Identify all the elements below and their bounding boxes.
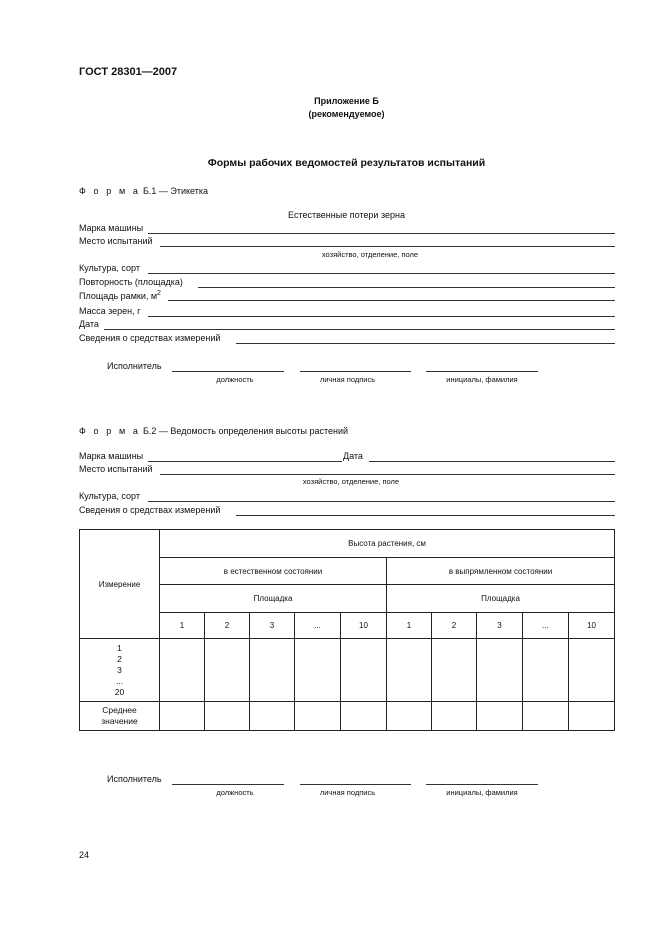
form1-field-area-label: Площадь рамки, м [79, 291, 158, 301]
form2-line-crop[interactable] [148, 501, 615, 502]
natural-state-header: в естественном состоянии [160, 558, 387, 585]
form2-field-instruments: Сведения о средствах измерений [79, 505, 221, 515]
avg-cell[interactable] [160, 702, 205, 731]
form1-subtitle: Естественные потери зерна [288, 210, 405, 220]
plot-num: ... [523, 613, 569, 639]
data-cell[interactable] [160, 639, 205, 702]
data-cell[interactable] [569, 639, 615, 702]
form2-executor: Исполнитель [107, 774, 162, 784]
straightened-state-header: в выпрямленном состоянии [387, 558, 615, 585]
form1-field-date: Дата [79, 319, 99, 329]
form2-place-hint: хозяйство, отделение, поле [302, 477, 400, 486]
avg-cell[interactable] [523, 702, 569, 731]
form1-line-mass[interactable] [148, 316, 615, 317]
form1-line-crop[interactable] [148, 273, 615, 274]
form2-line-date[interactable] [369, 461, 615, 462]
plot-num: ... [295, 613, 341, 639]
form2-sig-position: должность [216, 788, 254, 797]
form1-line-signature[interactable] [300, 371, 411, 372]
form1-line-instruments[interactable] [236, 343, 615, 344]
form1-caption-prefix: Ф о р м а [79, 186, 141, 196]
plot-num: 3 [250, 613, 295, 639]
form2-caption [79, 426, 348, 436]
page-number: 24 [79, 850, 90, 860]
form2-line-name[interactable] [426, 784, 538, 785]
form1-line-place[interactable] [160, 246, 615, 247]
form1-caption [79, 186, 208, 196]
plot-header-natural: Площадка [160, 585, 387, 613]
appendix-title: Приложение Б [314, 96, 379, 106]
data-cell[interactable] [477, 639, 523, 702]
avg-cell[interactable] [295, 702, 341, 731]
form1-line-machine[interactable] [148, 233, 615, 234]
data-cell[interactable] [523, 639, 569, 702]
data-cell[interactable] [432, 639, 477, 702]
avg-cell[interactable] [432, 702, 477, 731]
form1-field-machine: Марка машины [79, 223, 144, 233]
data-cell[interactable] [387, 639, 432, 702]
avg-cell[interactable] [569, 702, 615, 731]
avg-cell[interactable] [205, 702, 250, 731]
form1-line-area[interactable] [168, 300, 615, 301]
plot-num: 10 [341, 613, 387, 639]
plot-num: 10 [569, 613, 615, 639]
plot-num: 3 [477, 613, 523, 639]
row-num: 1 [117, 642, 122, 653]
form1-sig-signature: личная подпись [319, 375, 376, 384]
form1-field-crop: Культура, сорт [79, 263, 140, 273]
form2-line-machine[interactable] [148, 461, 342, 462]
form2-caption-prefix: Ф о р м а [79, 426, 141, 436]
form1-area-exp: 2 [157, 290, 161, 297]
row-num: 2 [117, 653, 122, 664]
form1-executor: Исполнитель [107, 361, 162, 371]
form2-field-machine: Марка машины [79, 451, 144, 461]
form2-sig-signature: личная подпись [319, 788, 376, 797]
form1-sig-position: должность [216, 375, 254, 384]
plot-header-straight: Площадка [387, 585, 615, 613]
avg-cell[interactable] [477, 702, 523, 731]
height-header: Высота растения, см [160, 530, 615, 558]
form2-field-date: Дата [343, 451, 363, 461]
data-cell[interactable] [341, 639, 387, 702]
col-measure-header: Измерение [80, 530, 160, 639]
average-label-2: значение [101, 716, 138, 726]
form1-caption-rest: Б.1 — Этикетка [142, 186, 209, 196]
row-num: 3 [117, 664, 122, 675]
form2-field-place: Место испытаний [79, 464, 153, 474]
form1-line-date[interactable] [104, 329, 615, 330]
form2-line-instruments[interactable] [236, 515, 615, 516]
form2-caption-rest: Б.2 — Ведомость определения высоты растений [142, 426, 349, 436]
appendix-note: (рекомендуемое) [308, 109, 385, 119]
plant-height-table [79, 529, 615, 731]
avg-cell[interactable] [341, 702, 387, 731]
form1-sig-name: инициалы, фамилия [446, 375, 518, 384]
form1-field-mass: Масса зерен, г [79, 306, 141, 316]
form1-field-repeat: Повторность (площадка) [79, 277, 183, 287]
avg-cell[interactable] [250, 702, 295, 731]
form1-field-area [79, 290, 161, 301]
plot-num: 2 [205, 613, 250, 639]
data-cell[interactable] [250, 639, 295, 702]
standard-header: ГОСТ 28301—2007 [79, 66, 178, 78]
main-title: Формы рабочих ведомостей результатов испытаний [207, 157, 486, 169]
form1-place-hint: хозяйство, отделение, поле [321, 250, 419, 259]
data-cell[interactable] [205, 639, 250, 702]
form1-field-place: Место испытаний [79, 236, 153, 246]
form2-line-signature[interactable] [300, 784, 411, 785]
form1-line-repeat[interactable] [198, 287, 615, 288]
form1-field-instruments: Сведения о средствах измерений [79, 333, 221, 343]
plot-num: 1 [160, 613, 205, 639]
row-numbers-cell [80, 639, 160, 702]
avg-cell[interactable] [387, 702, 432, 731]
form1-line-position[interactable] [172, 371, 284, 372]
form2-sig-name: инициалы, фамилия [446, 788, 518, 797]
average-label-1: Среднее [102, 705, 137, 715]
plot-num: 1 [387, 613, 432, 639]
plot-num: 2 [432, 613, 477, 639]
average-cell [80, 702, 160, 731]
row-num: ... [115, 675, 124, 686]
data-cell[interactable] [295, 639, 341, 702]
form2-line-position[interactable] [172, 784, 284, 785]
row-num: 20 [114, 686, 125, 697]
form1-line-name[interactable] [426, 371, 538, 372]
form2-line-place[interactable] [160, 474, 615, 475]
form2-field-crop: Культура, сорт [79, 491, 140, 501]
